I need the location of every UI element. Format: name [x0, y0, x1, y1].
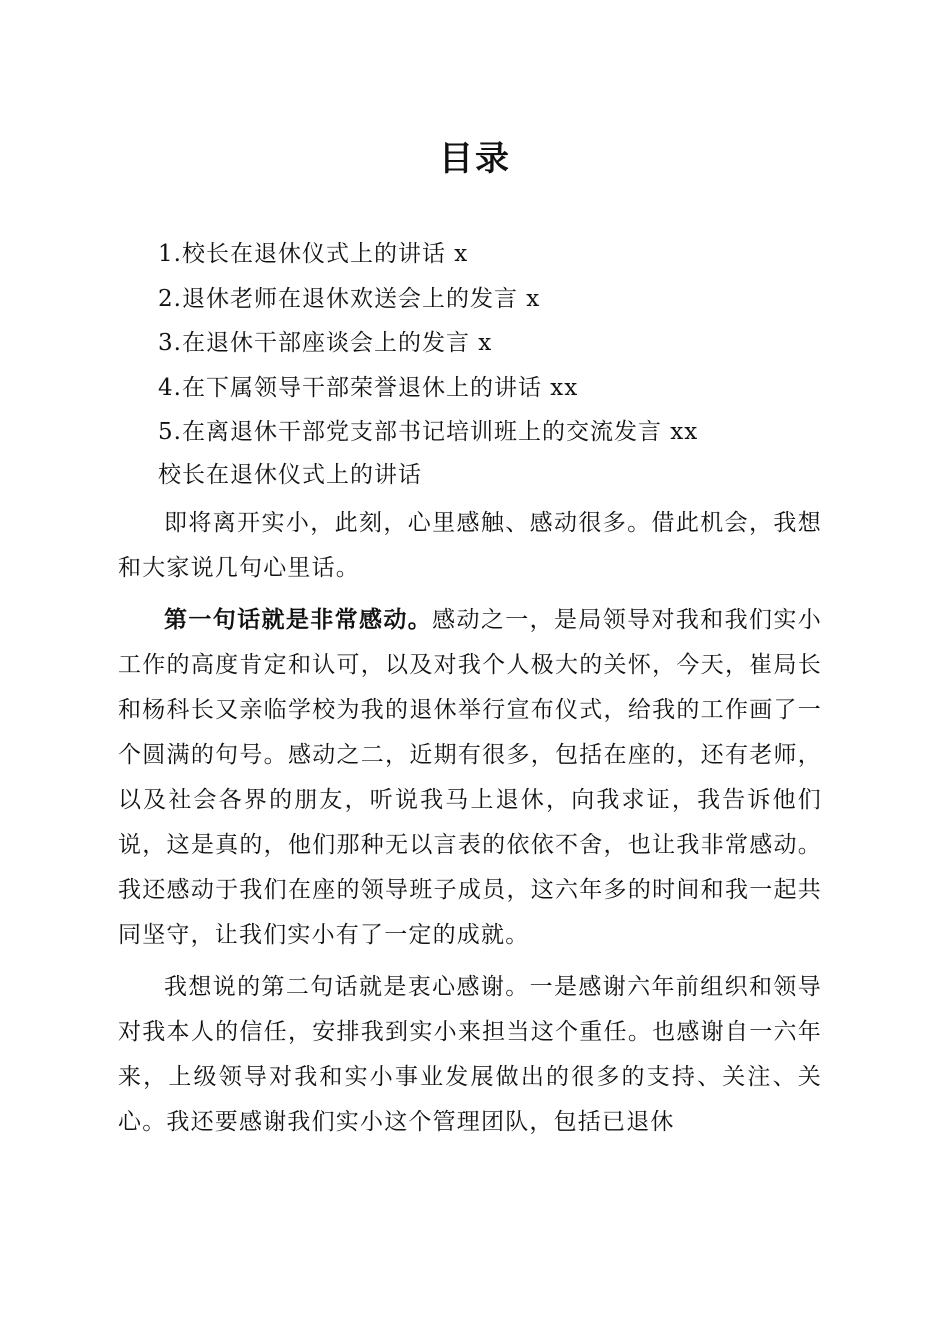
paragraph-text: 即将离开实小，此刻，心里感触、感动很多。借此机会，我想和大家说几句心里话。 [118, 510, 822, 581]
toc-item[interactable]: 2.退休老师在退休欢送会上的发言 x [158, 285, 541, 312]
paragraph-lead: 第一句话就是非常感动。 [164, 606, 433, 633]
paragraph [118, 500, 822, 591]
paragraph-text: 我想说的第二句话就是衷心感谢。一是感谢六年前组织和领导对我本人的信任，安排我到实小来担当这个重任。也感谢自一六年来，上级领导对我和实小事业发展做出的很多的支持、关注、关心。我还要感谢我们实小这个管理团队，包括已退休 [118, 974, 822, 1135]
paragraph [118, 964, 822, 1145]
section-heading: 校长在退休仪式上的讲话 [158, 462, 422, 488]
toc-item[interactable]: 4.在下属领导干部荣誉退休上的讲话 xx [158, 374, 579, 401]
paragraph-text: 感动之一，是局领导对我和我们实小工作的高度肯定和认可，以及对我个人极大的关怀，今天，崔局长和杨科长又亲临学校为我的退休举行宣布仪式，给我的工作画了一个圆满的句号。感动之二，近期有很多，包括在座的，还有老师，以及社会各界的朋友，听说我马上退休，向我求证，我告诉他们说，这是真的，他们那种无以言表的依依不舍，也让我非常感动。我还感动于我们在座的领导班子成员，这六年多的时间和我一起共同坚守，让我们实小有了一定的成就。 [118, 607, 823, 948]
toc-item[interactable]: 5.在离退休干部党支部书记培训班上的交流发言 xx [158, 419, 699, 445]
table-of-contents [158, 232, 838, 455]
toc-item[interactable]: 3.在退休干部座谈会上的发言 x [158, 330, 493, 356]
page-title: 目录 [439, 139, 511, 179]
toc-item[interactable]: 1.校长在退休仪式上的讲话 x [158, 241, 469, 267]
paragraph [118, 597, 822, 958]
document-body [118, 500, 822, 1145]
